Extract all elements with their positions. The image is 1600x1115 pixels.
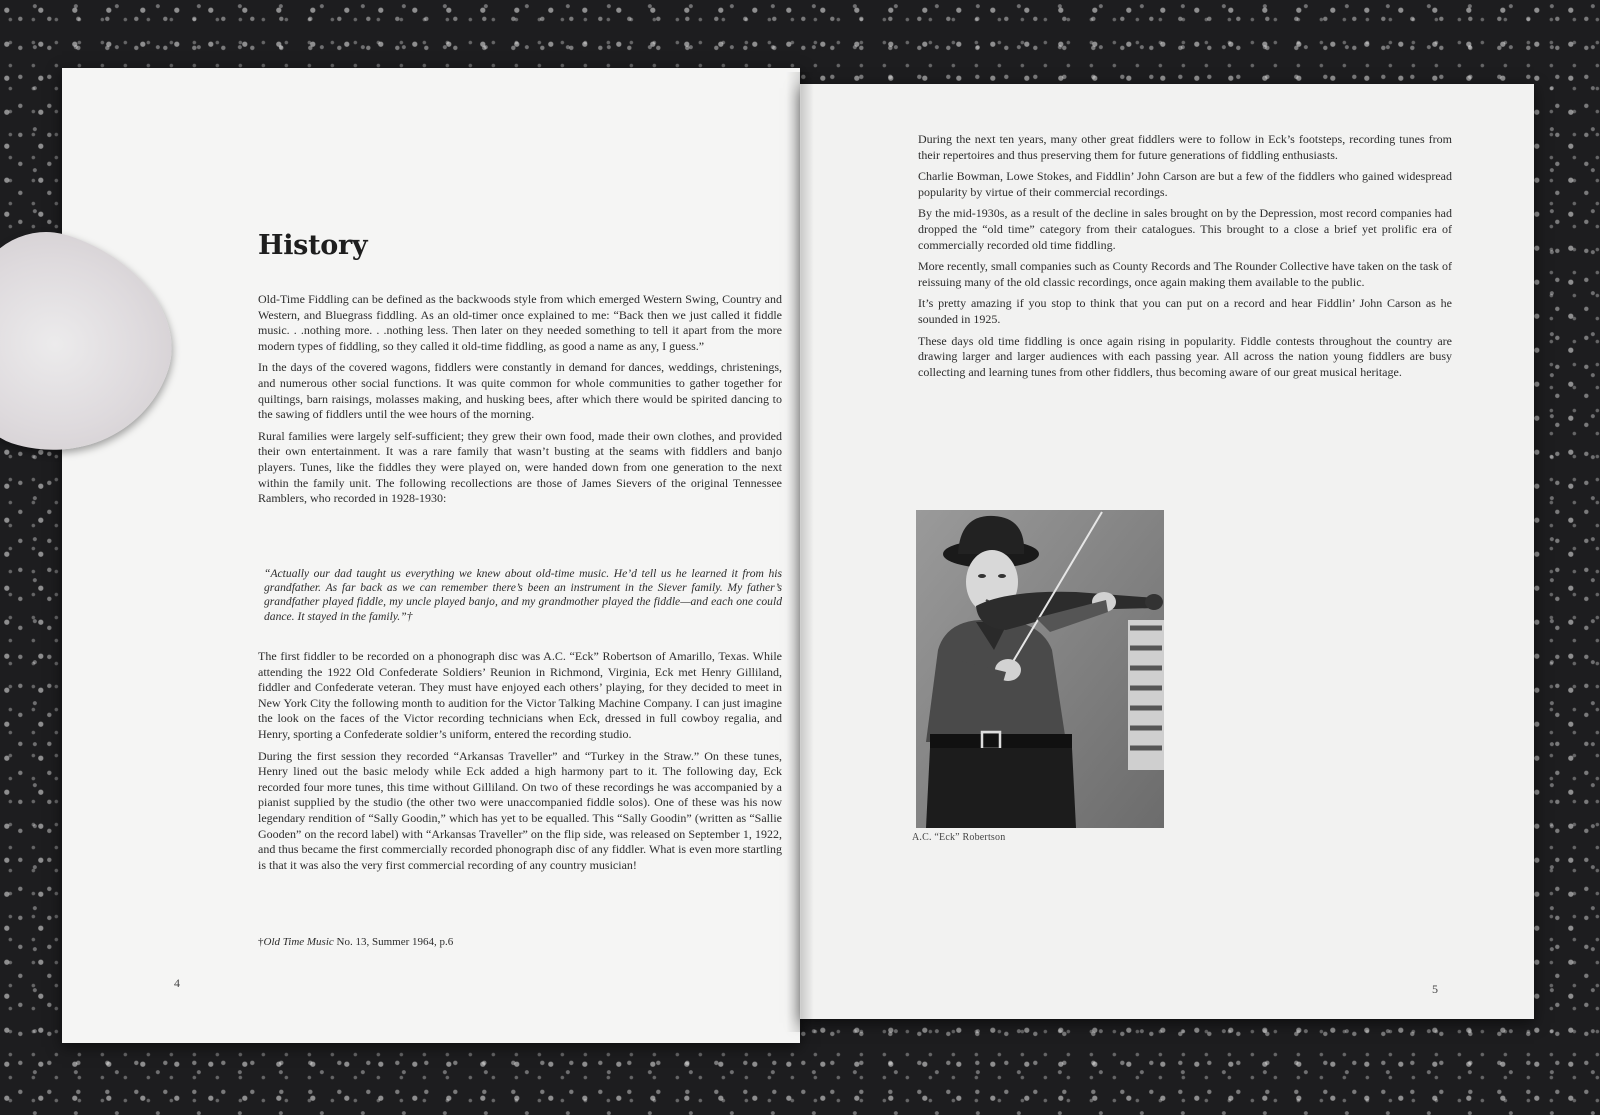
paragraph: In the days of the covered wagons, fiddlers were constantly in demand for dances, weddings, christenings, and numerous other social functions. It was quite common for whole communities to gather together for quiltings, barn raisings, molasses making, and husking bees, after which there would be spirited dancing to the sawing of fiddlers until the wee hours of the morning. <box>258 360 782 422</box>
intro-text <box>258 292 782 513</box>
paragraph: Charlie Bowman, Lowe Stokes, and Fiddlin’ John Carson are but a few of the fiddlers who gained widespread popularity by virtue of their commercial recordings. <box>918 169 1452 199</box>
block-quote <box>258 567 782 630</box>
footnote-mark: † <box>258 936 264 948</box>
paragraph: Rural families were largely self-sufficient; they grew their own food, made their own clothes, and provided their own entertainment. It was a rare family that wasn’t busting at the seams with fiddlers and banjo players. Tunes, like the fiddles they were played on, were handed down from one generation to the next within the family unit. The following recollections are those of James Sievers of the original Tennessee Ramblers, who recorded in 1928-1930: <box>258 428 782 506</box>
page-title: History <box>258 230 368 261</box>
paragraph: During the first session they recorded “Arkansas Traveller” and “Turkey in the Straw.” On these tunes, Henry lined out the basic melody while Eck added a high harmony part to it. The following day, Eck recorded four more tunes, this time without Gilliland. On two of these recordings he was accompanied by a pianist supplied by the studio (the other two were unaccompanied fiddle solos). One of these was his now legendary rendition of “Sally Goodin,” which has yet to be equalled. This “Sally Goodin” (written as “Sallie Gooden” on the record label) with “Arkansas Traveller” on the flip side, was released on September 1, 1922, and thus became the first commercially recorded phonograph disc of any fiddler. What is even more startling is that it was also the very first commercial recording of any country musician! <box>258 748 782 872</box>
paragraph: It’s pretty amazing if you stop to think that you can put on a record and hear Fiddlin’ John Carson as he sounded in 1925. <box>918 296 1452 326</box>
page-number: 5 <box>1432 982 1438 996</box>
fiddler-photo <box>916 510 1164 828</box>
paragraph: More recently, small companies such as County Records and The Rounder Collective have taken on the task of reissuing many of the old classic recordings, once again making them available to the public. <box>918 259 1452 289</box>
fiddler-illustration <box>916 510 1164 828</box>
history-text <box>258 649 782 879</box>
paragraph: Old-Time Fiddling can be defined as the backwoods style from which emerged Western Swing, Country and Western, and Bluegrass fiddling. As an old-timer once explained to me: “Back then we just called it fiddle music. . .nothing more. . .nothing less. Then later on they needed something to tell it apart from the more modern types of fiddling, so they called it old-time fiddling, as good a name as any, I guess.” <box>258 292 782 353</box>
left-page <box>62 68 800 1043</box>
quote-text: “Actually our dad taught us everything we knew about old-time music. He’d tell us he learned it from his grandfather. As far back as we can remember there’s been an instrument in the Siever family. My father’s grandfather played fiddle, my uncle played banjo, and my grandmother played the fiddle—and each one could dance. It stayed in the family.”† <box>264 567 782 623</box>
paragraph: These days old time fiddling is once again rising in popularity. Fiddle contests throughout the country are drawing larger and larger audiences with each passing year. All across the nation young fiddlers are busy collecting and learning tunes from other fiddlers, thus becoming aware of our great musical heritage. <box>918 333 1452 379</box>
photo-caption: A.C. “Eck” Robertson <box>912 832 1006 843</box>
paragraph: During the next ten years, many other great fiddlers were to follow in Eck’s footsteps, recording tunes from their repertoires and thus preserving them for future generations of fiddling enthusiasts. <box>918 132 1452 162</box>
paragraph: By the mid-1930s, as a result of the decline in sales brought on by the Depression, most record companies had dropped the “old time” category from their catalogues. This brought to a close a brief yet prolific era of commercially recorded old time fiddling. <box>918 206 1452 252</box>
right-page <box>800 84 1534 1019</box>
footnote-details: No. 13, Summer 1964, p.6 <box>333 936 454 948</box>
paragraph: The first fiddler to be recorded on a phonograph disc was A.C. “Eck” Robertson of Amarillo, Texas. While attending the 1922 Old Confederate Soldiers’ Reunion in Richmond, Virginia, Eck met Henry Gilliland, fiddler and Confederate veteran. They must have enjoyed each others’ playing, for they decided to meet in New York City the following month to audition for the Victor Talking Machine Company. I can just imagine the look on the faces of the Victor recording technicians when Eck, dressed in full cowboy regalia, and Henry, sporting a Confederate soldier’s uniform, entered the recording studio. <box>258 649 782 741</box>
right-text <box>918 132 1452 386</box>
footnote <box>258 936 782 948</box>
page-number: 4 <box>174 976 180 990</box>
footnote-publication: Old Time Music <box>263 936 334 948</box>
